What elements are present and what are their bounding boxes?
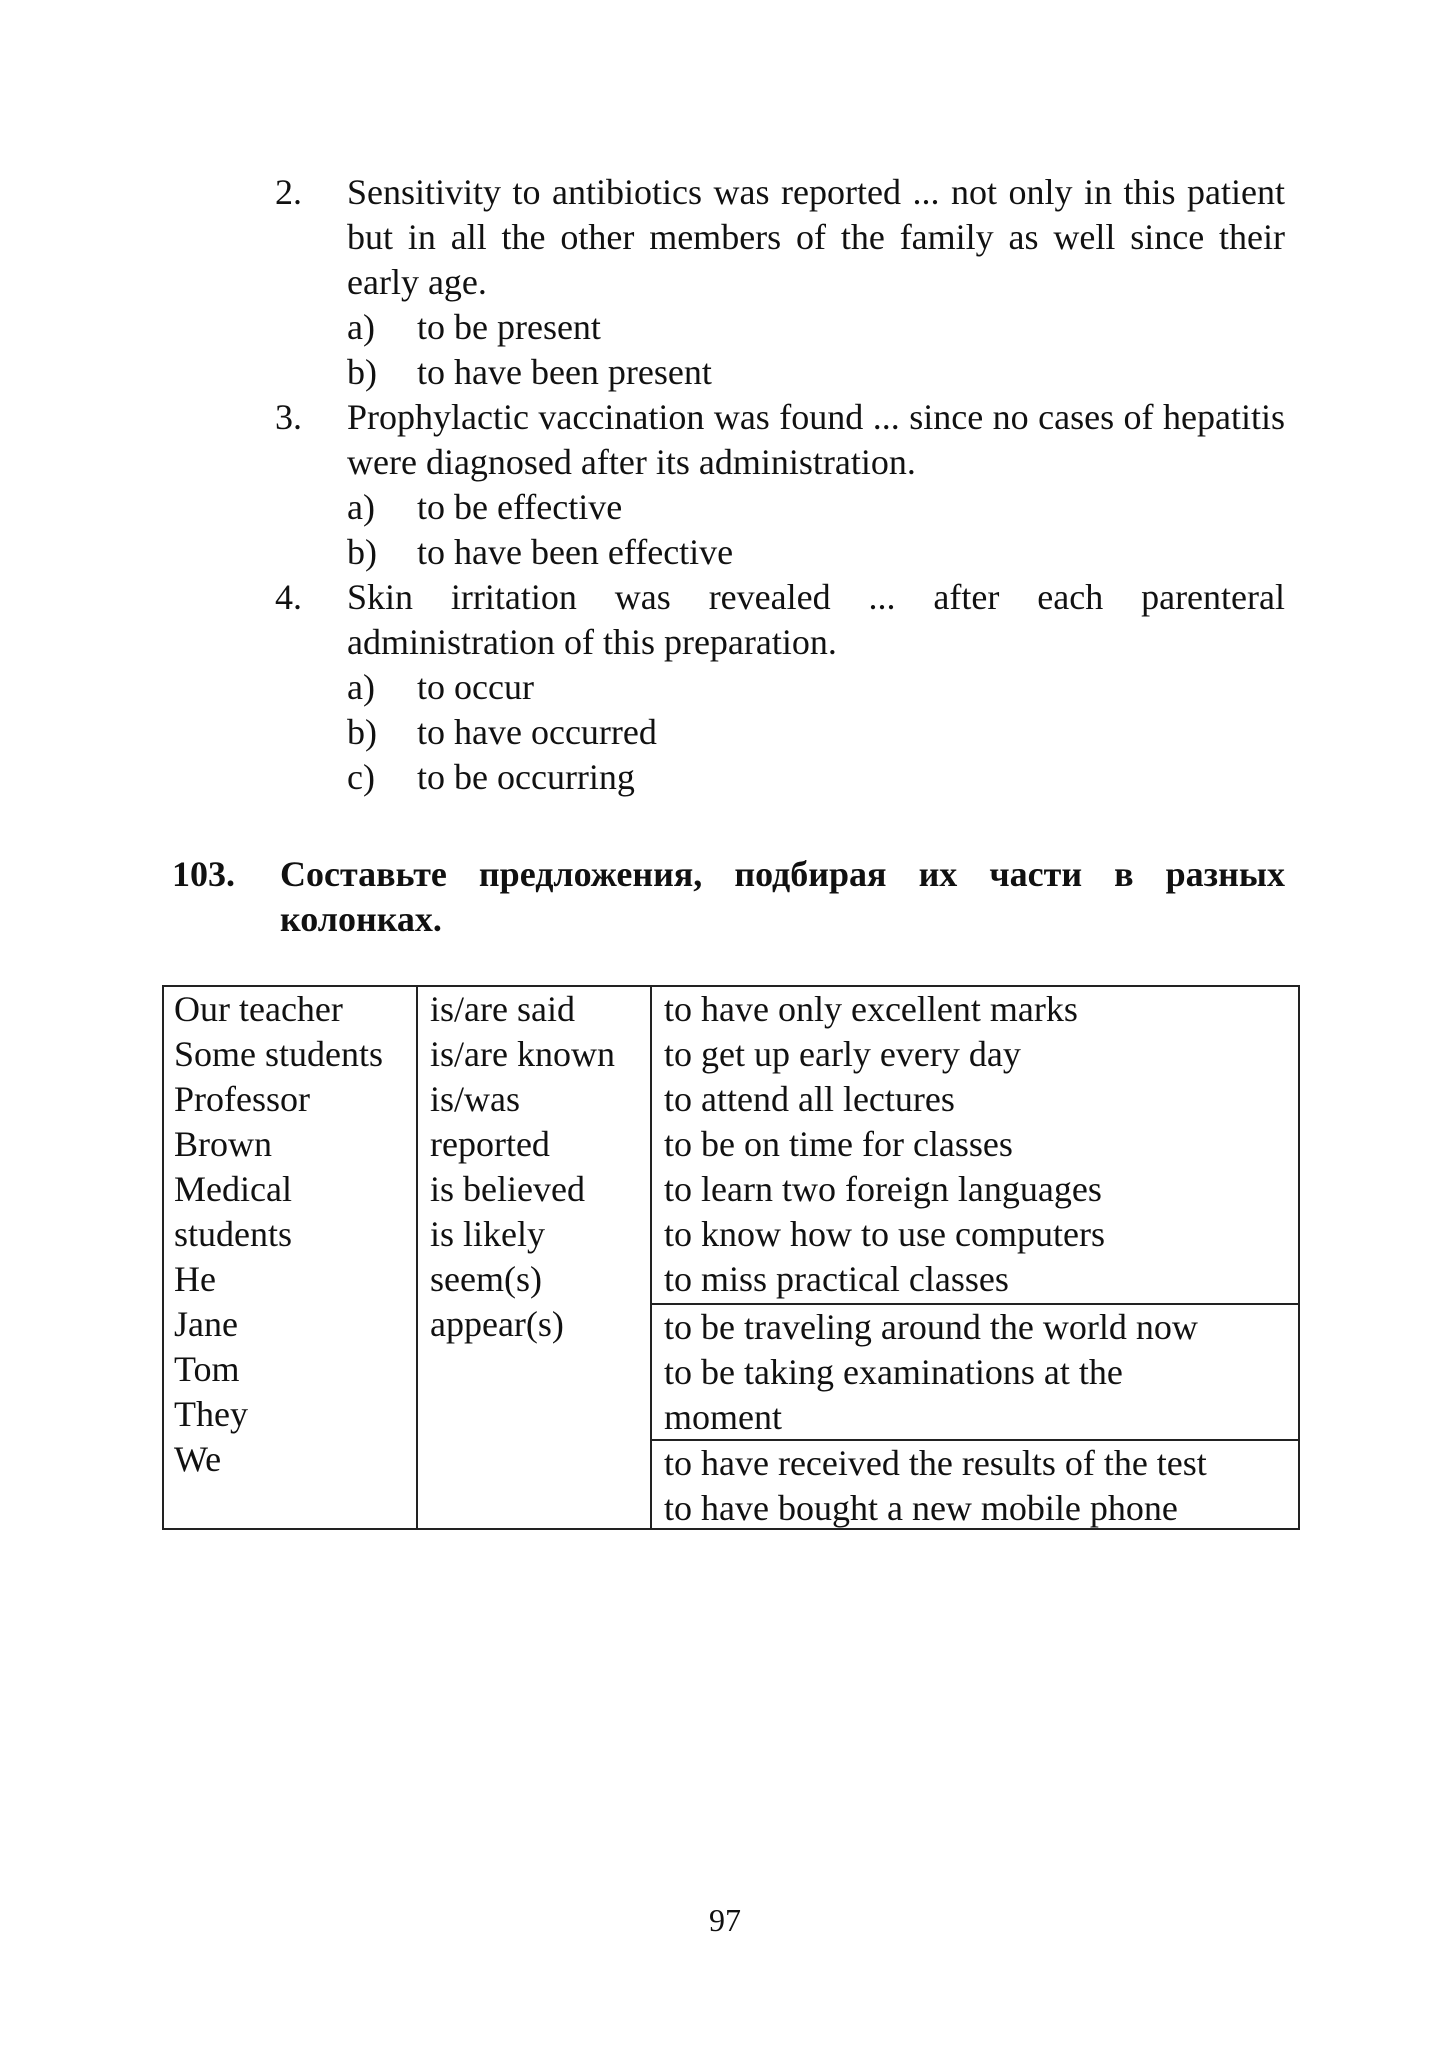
table-cell: reported	[430, 1124, 550, 1164]
options-list	[347, 485, 1285, 575]
option-a	[347, 665, 1285, 710]
option-a	[347, 305, 1285, 350]
options-list	[347, 305, 1285, 395]
option-text: to have been present	[417, 352, 712, 392]
table-cell: They	[174, 1394, 248, 1434]
table-cell: to miss practical classes	[664, 1259, 1009, 1299]
table-cell: He	[174, 1259, 216, 1299]
question-number: 3.	[275, 397, 302, 437]
table-cell: to be traveling around the world now	[664, 1307, 1198, 1347]
table-cell: seem(s)	[430, 1259, 542, 1299]
question-stem: Sensitivity to antibiotics was reported ... not only in this patient but in all the other members of the family as well since their early age.	[347, 172, 1285, 302]
option-a	[347, 485, 1285, 530]
task-instruction: Составьте предложения, подбирая их части в разных колонках.	[280, 854, 1285, 939]
table-cell: to know how to use computers	[664, 1214, 1105, 1254]
option-text: to be effective	[417, 487, 623, 527]
table-cell: We	[174, 1439, 222, 1479]
option-letter: a)	[347, 307, 375, 347]
table-cell: is believed	[430, 1169, 585, 1209]
table-cell: to be taking examinations at the	[664, 1352, 1123, 1392]
task-103	[172, 852, 1285, 942]
question-number: 4.	[275, 577, 302, 617]
table-cell: to be on time for classes	[664, 1124, 1013, 1164]
option-text: to have been effective	[417, 532, 734, 572]
option-b	[347, 350, 1285, 395]
infinitives-column	[650, 987, 1298, 1528]
table-cell: appear(s)	[430, 1304, 564, 1344]
table-cell: to get up early every day	[664, 1034, 1021, 1074]
table-cell: to attend all lectures	[664, 1079, 955, 1119]
table-cell: students	[174, 1214, 293, 1254]
question-4	[275, 575, 1285, 800]
matching-table	[162, 985, 1300, 1530]
option-b	[347, 530, 1285, 575]
option-text: to have occurred	[417, 712, 657, 752]
table-cell: to have bought a new mobile phone	[664, 1488, 1178, 1528]
option-letter: a)	[347, 667, 375, 707]
table-cell: is/are said	[430, 989, 575, 1029]
table-cell: Professor	[174, 1079, 310, 1119]
option-letter: b)	[347, 352, 377, 392]
options-list	[347, 665, 1285, 800]
option-text: to occur	[417, 667, 534, 707]
option-letter: b)	[347, 532, 377, 572]
question-3	[275, 395, 1285, 575]
table-cell: Some students	[174, 1034, 384, 1074]
table-cell: is/was	[430, 1079, 520, 1119]
infinitive-group-perfect	[652, 1441, 1298, 1531]
option-text: to be present	[417, 307, 601, 347]
table-cell: Tom	[174, 1349, 240, 1389]
verbs-column	[416, 987, 650, 1528]
option-letter: a)	[347, 487, 375, 527]
subjects-column	[164, 987, 414, 1528]
table-cell: is likely	[430, 1214, 545, 1254]
infinitive-group-simple	[652, 987, 1298, 1305]
table-cell: Brown	[174, 1124, 272, 1164]
option-letter: c)	[347, 757, 375, 797]
page-number: 97	[709, 1902, 741, 1938]
task-number: 103.	[172, 854, 235, 894]
table-cell: is/are known	[430, 1034, 615, 1074]
question-stem: Prophylactic vaccination was found ... since no cases of hepatitis were diagnosed after its administration.	[347, 397, 1285, 482]
table-cell: Jane	[174, 1304, 238, 1344]
table-cell: Medical	[174, 1169, 292, 1209]
table-cell: to have only excellent marks	[664, 989, 1078, 1029]
table-cell: moment	[664, 1397, 782, 1437]
option-letter: b)	[347, 712, 377, 752]
infinitive-group-continuous	[652, 1305, 1298, 1441]
option-b	[347, 710, 1285, 755]
question-stem: Skin irritation was revealed ... after each parenteral administration of this preparation.	[347, 577, 1285, 662]
question-number: 2.	[275, 172, 302, 212]
table-cell: to have received the results of the test	[664, 1443, 1207, 1483]
question-2	[275, 170, 1285, 395]
table-cell: Our teacher	[174, 989, 343, 1029]
option-c	[347, 755, 1285, 800]
table-cell: to learn two foreign languages	[664, 1169, 1102, 1209]
option-text: to be occurring	[417, 757, 635, 797]
